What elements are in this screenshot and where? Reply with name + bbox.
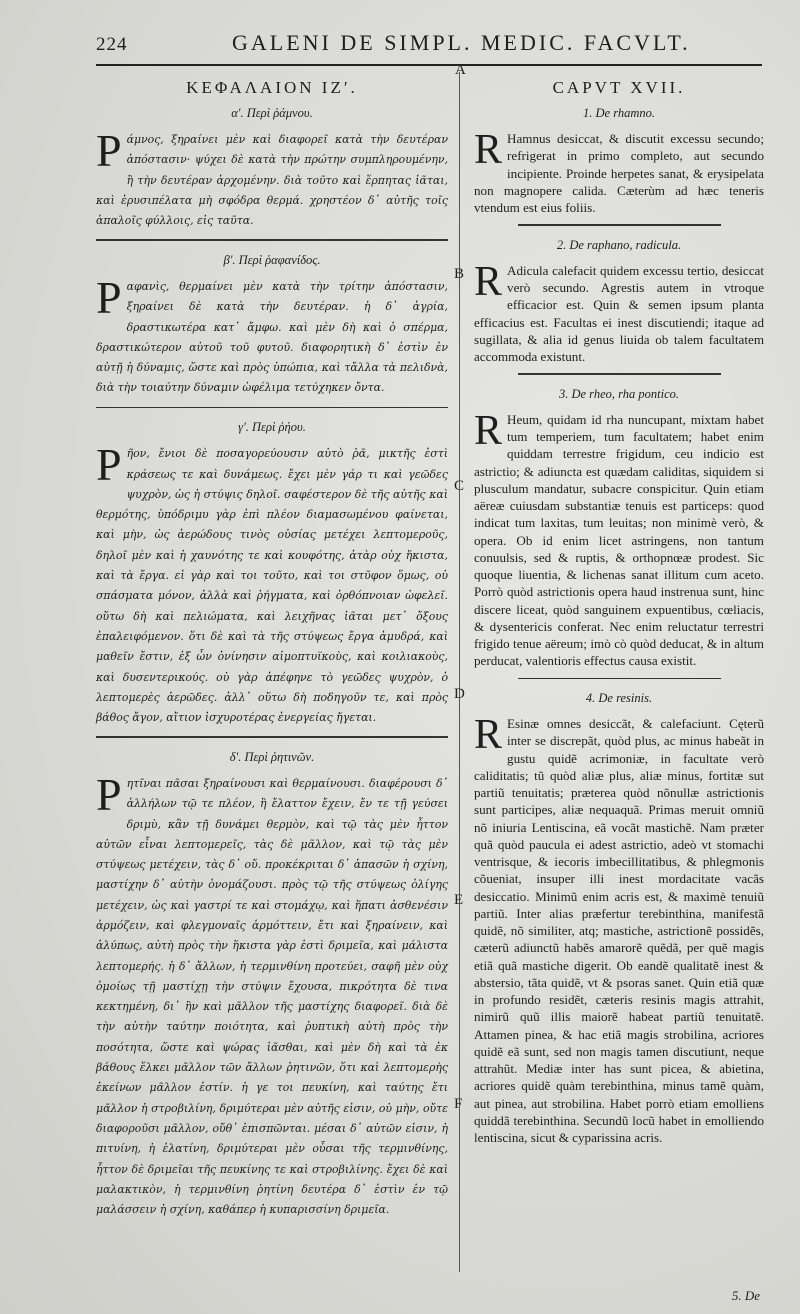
greek-section-title: βʹ. Περὶ ῥαφανίδος.	[223, 252, 321, 267]
drop-cap: R	[474, 407, 503, 454]
margin-letter-d: D	[454, 686, 465, 702]
latin-section-title: 2. De raphano, radicula.	[556, 237, 682, 252]
drop-cap: Ρ	[96, 271, 122, 323]
latin-column	[474, 78, 764, 1146]
running-title: GALENI DE SIMPL. MEDIC. FACVLT.	[232, 30, 691, 55]
greek-section-text	[96, 271, 448, 399]
greek-section-title: γʹ. Περὶ ῥήου.	[238, 420, 306, 435]
page-number: 224	[96, 34, 128, 55]
drop-cap: R	[474, 712, 503, 758]
greek-section-text	[96, 125, 448, 231]
latin-paragraph: Adicula calefacit quidem excessu tertio, desiccat verò secundo. Agrestis autem in vtroque efficacior est. Quin & semen ipsum planta efficacius est. Facultas ei inest discutiendi; itaque ad sugillata, & alia id genus liuida ob talem facultatem accommoda existunt.	[474, 262, 764, 364]
greek-section-title: αʹ. Περὶ ῥάμνου.	[231, 106, 313, 120]
header-rule	[96, 64, 762, 66]
latin-section-title: 3. De rheo, rha pontico.	[558, 386, 680, 401]
margin-letter-b: B	[454, 266, 465, 282]
margin-letter-f: F	[454, 1096, 463, 1112]
latin-section-text	[474, 407, 764, 670]
latin-paragraph: Esinæ omnes desiccãt, & calefaciunt. Cęterũ inter se discrepãt, quòd plus, ac minus habeãt in gustu quidẽ acrimoniæ, in facultate verò caliditatis; tũ quòd aliæ plus, aliæ minus, fortitæ sut partiũ tenuitatis; præterea quòd nõnullæ astrictionis sunt participes, aliæ nequaquã. Primas meruit omniũ nõ iniuria Lentiscina, eã vocãt mastichẽ. Nam præter quã quòd paucula ei adest astrictio, adeò vt stomachi ventrisque, & iecoris imbecillitatibus, & phlegmonis cõueniat, insuper illi inest mordacitate vacãs desiccatio. Minimũ enim acris est, & maximè tenuiũ partiũ. Inter alias præfertur terebinthina, manifestã quidẽ, nõ similiter, atq; mastiche, astrictionẽ possidẽs, cæterũ adiunctũ habẽs amarorẽ quẽdã, per quẽ magis etiã quã mastiche digerit. Ob eandẽ qualitatẽ inest & abstersio, tãta quidẽ, vt & psoras sanet. Quin etiã quæ in profundo residẽt, cæteris resinis magis attrahit, nimirũ quũ illis maiorẽ habeat partiũ tenuitatẽ. Attamen pinea, & hac etiã magis strobilina, acriores quidẽ eã sunt, sed non magis tamen discutiunt, neque attrahũt. Mediæ inter has sunt picea, & abietina, acriores quidẽ quàm terebinthina, minus tamẽ quàm, aut pinea, aut strobilina. Habet porrò etiam emolliens quiddã terebinthina. Secundũ locũ habet in emolliendo lentiscina, sicut & cyparissina acris.	[474, 716, 764, 1145]
latin-section-text	[474, 258, 764, 366]
section-rule	[96, 239, 448, 241]
latin-section-text	[474, 712, 764, 1146]
greek-paragraph: αφανὶς, θερμαίνει μὲν κατὰ τὴν τρίτην ἀπόστασιν, ξηραίνει δὲ κατὰ τὴν δευτέραν. ἡ δ᾽ ἀγρία, δραστικωτέρα κατ᾽ ἄμφω. καὶ μὲν δὴ καὶ ὁ σπέρμα, δραστικώτερον αὐτοῦ τοῦ φυτοῦ. διαφορητικὴ δ᾽ ἐστὶν ἐν αὐτῇ ἡ δύναμις, ὥστε καὶ πρὸς ὑπώπια, καὶ τἄλλα τὰ πελιδνὰ, διὰ τὴν τοιαύτην δύναμιν ὠφέλιμα τετύχηκεν ὄντα.	[96, 279, 448, 395]
greek-paragraph: άμνος, ξηραίνει μὲν καὶ διαφορεῖ κατὰ τὴν δευτέραν ἀπόστασιν· ψύχει δὲ κατὰ τὴν πρώτην συμπληρουμένην, ἢ τὴν δευτέραν ἀρχομένην. διὰ τοῦτο καὶ ἕρπητας ἰᾶται, καὶ ἐρυσιπέλατα μὴ σφόδρα θερμά. χρηστέον δ᾽ αὐτῆς τοῖς ἁπαλοῖς φύλλοις, εἰς ταῦτα.	[96, 133, 448, 228]
greek-chapter-heading: ΚΕΦΑΛΑΙΟΝ ΙΖʹ.	[186, 78, 358, 97]
greek-paragraph: ῆον, ἔνιοι δὲ ποσαγορεύουσιν αὐτὸ ῥᾶ, μικτῆς ἐστὶ κράσεως τε καὶ δυνάμεως. ἔχει μὲν γάρ τι καὶ γεῶδες ψυχρὸν, ὡς ἡ στύψις δηλοῖ. σαφέστερον δὲ τῆς αὐτῆς καὶ θερμότης, ὑπόδριμυ γὰρ ἐπὶ πλέον διαμασωμένου φαίνεται, καὶ μὴν, ὡς ἀερώδους τινὸς οὐσίας μετέχει λεπτομεροῦς, δηλοῖ μὲν καὶ ἡ χαυνότης τε καὶ κουφότης, ἀτὰρ οὐχ ἥκιστα, καὶ τὰ ἔργα. εἰ γὰρ καὶ τοι τοῦτο, καὶ τοι στῦφον ὅμως, οὐ σπάσματα μόνον, ἀλλὰ καὶ ῥήγματα, καὶ ὀρθόπνοιαν ὠφελεῖ. οὕτω δὴ καὶ πελιώματα, καὶ λειχῆνας ἰᾶται μετ᾽ ὄξους ἐπαλειφόμενον. ὅτι δὲ καὶ τὰ τῆς στύψεως ἔργα ἀμυδρά, καὶ μαθεῖν ἔστιν, ἐξ ὧν ὀνίνησιν αἱμοπτυϊκοὺς, καὶ κοιλιακοὺς, καὶ δυσεντερικούς. οὐ γὰρ ἀπέφηνε τὸ γεῶδες ψυχρὸν, ὁ λεπτομερὲς ἀερῶδες. ἀλλ᾽ οὕτω δὴ ποδηγοῦν τε, καὶ πρὸς βάθος ἄγον, αἴτιον ἰσχυροτέρας ἐνεργείας ἤγεται.	[96, 447, 448, 725]
section-rule	[96, 407, 448, 409]
section-rule	[518, 373, 721, 375]
margin-letter-e: E	[454, 892, 464, 908]
drop-cap: Ρ	[96, 439, 122, 491]
column-divider	[459, 72, 460, 1272]
margin-letter-a: A	[455, 62, 466, 78]
greek-column	[96, 78, 448, 1220]
latin-section-title: 1. De rhamno.	[583, 106, 655, 120]
latin-section-text	[474, 127, 764, 216]
latin-chapter-heading: CAPVT XVII.	[552, 78, 686, 97]
latin-section-title: 4. De resinis.	[585, 691, 653, 705]
greek-section-title: δʹ. Περὶ ῥητινῶν.	[229, 749, 315, 764]
latin-paragraph: Heum, quidam id rha nuncupant, mixtam habet tum temperiem, tum facultatem; habet enim quiddam terrestre frigidum, ceu indicio est astrictio; & adiuncta est quædam caliditas, siquidem si plusculum mandatur, subacre conspicitur. Quin etiam aëreæ cuiusdam substantiæ tenuis est particeps: quod indicat tum laxitas, tum leuitas; non minimè verò, & opera. Ob id enim licet astringens, non tantum conuulsis, sed & ruptis, & orthopnœæ prodest. Sic quoque liuentia, & lichenas sanat illitum cum aceto. Porrò quòd astrictionis opera haud instrenua sunt, hinc discere liceat, quòd sanguinem expuentibus, cœliacis, & dysentericis conferat. Nec enim reluctatur terrestri frigido tenue aëreum; imò cò quòd deducat, & in altum perducat, valentioris effectus causa existit.	[474, 411, 764, 669]
section-rule	[96, 736, 448, 738]
catchword: 5. De	[731, 1288, 760, 1303]
greek-paragraph: ητῖναι πᾶσαι ξηραίνουσι καὶ θερμαίνουσι. διαφέρουσι δ᾽ ἀλλήλων τῷ τε πλέον, ἢ ἔλαττον ἔχειν, ἔν τε τῇ γεύσει δριμὺ, κἂν τῇ δυνάμει θερμὸν, καὶ τῷ τὰς μὲν ἧττον αὐτῶν εἶναι λεπτομερεῖς, τὰς δὲ μᾶλλον, καὶ τῷ τὰς μὲν στύψεως μετέχειν, τὰς δ᾽ οὔ. προκέκριται δ᾽ ἁπασῶν ἡ σχίνη, μαστίχην δ᾽ αὐτὴν ὀνομάζουσι. πρὸς τῷ τῆς στύψεως ὀλίγης μετέχειν, ὡς καὶ γαστρί τε καὶ στομάχῳ, καὶ ἥπατι ἀσθενέσιν ἁρμόζειν, καὶ φλεγμοναῖς ἁρμόττειν, ἔτι καὶ ξηραίνειν, καὶ ἀλύπως, αὐτὴ πρὸς τὴν ἥκιστα γὰρ ἐστὶ δριμεῖα, καὶ μάλιστα λεπτομερής. ἡ δ᾽ ἄλλων, ἡ τερμινθίνη προτεύει, σαφῆ μὲν οὐχ ὁμοίως τῇ μαστίχῃ τὴν στύψιν ἔχουσα, πικρότητα δὲ τινα κεκτημένη, δι᾽ ἣν καὶ μᾶλλον τῆς μαστίχης διαφορεῖ. διὰ δὲ τὴν αὐτὴν ταύτην ποιότητα, καὶ ῥυπτικὴ αὐτὴ πρὸς τὴν ποσότητα, ὥστε καὶ ψώρας ἰᾶσθαι, καὶ μὲν δὴ καὶ τὰ ἐκ βάθους ἕλκει μᾶλλον τῶν ἄλλων ῥητινῶν, ὅτι καὶ λεπτομερὴς ἐκείνων μᾶλλον ἐστίν. ἡ γε τοι πευκίνη, καὶ ταύτης ἔτι μᾶλλον ἡ στροβιλίνη, δριμύτεραι μὲν αὐτῆς εἰσιν, οὐ μὴν, οὔτε διαφοροῦσι μᾶλλον, οὔθ᾽ ἑπισπῶνται. μέσαι δ᾽ αὐτῶν εἰσιν, ἡ πιτυίνη, ἡ ἐλατίνη, δριμύτεραι μὲν οὖσαι τῆς τερμινθίνης, ἧττον δὲ δριμεῖαι τῆς πευκίνης τε καὶ στροβιλίνης. ἔχει δὲ καὶ μαλακτικὸν, ἡ τερμινθίνη ῥητίνη δευτέρα δ᾽ ἐστὶν ἐν τῷ μαλάσσειν ἡ σχίνη, καθάπερ ἡ κυπαρισσίνη δριμεῖα.	[96, 776, 448, 1217]
drop-cap: Ρ	[96, 768, 122, 820]
latin-paragraph: Hamnus desiccat, & discutit excessu secundo; refrigerat in primo completo, aut secundo incipiente. Proinde herpetes sanat, & erysipelata non magnopere calida. Cæterùm ad hæc teneris vtendum est eius foliis.	[474, 131, 764, 215]
greek-section-text	[96, 439, 448, 728]
margin-letter-c: C	[454, 478, 465, 494]
drop-cap: R	[474, 258, 503, 305]
section-rule	[518, 224, 721, 226]
section-rule	[518, 678, 721, 680]
drop-cap: Ρ	[96, 125, 122, 176]
drop-cap: R	[474, 127, 503, 173]
greek-section-text	[96, 768, 448, 1221]
